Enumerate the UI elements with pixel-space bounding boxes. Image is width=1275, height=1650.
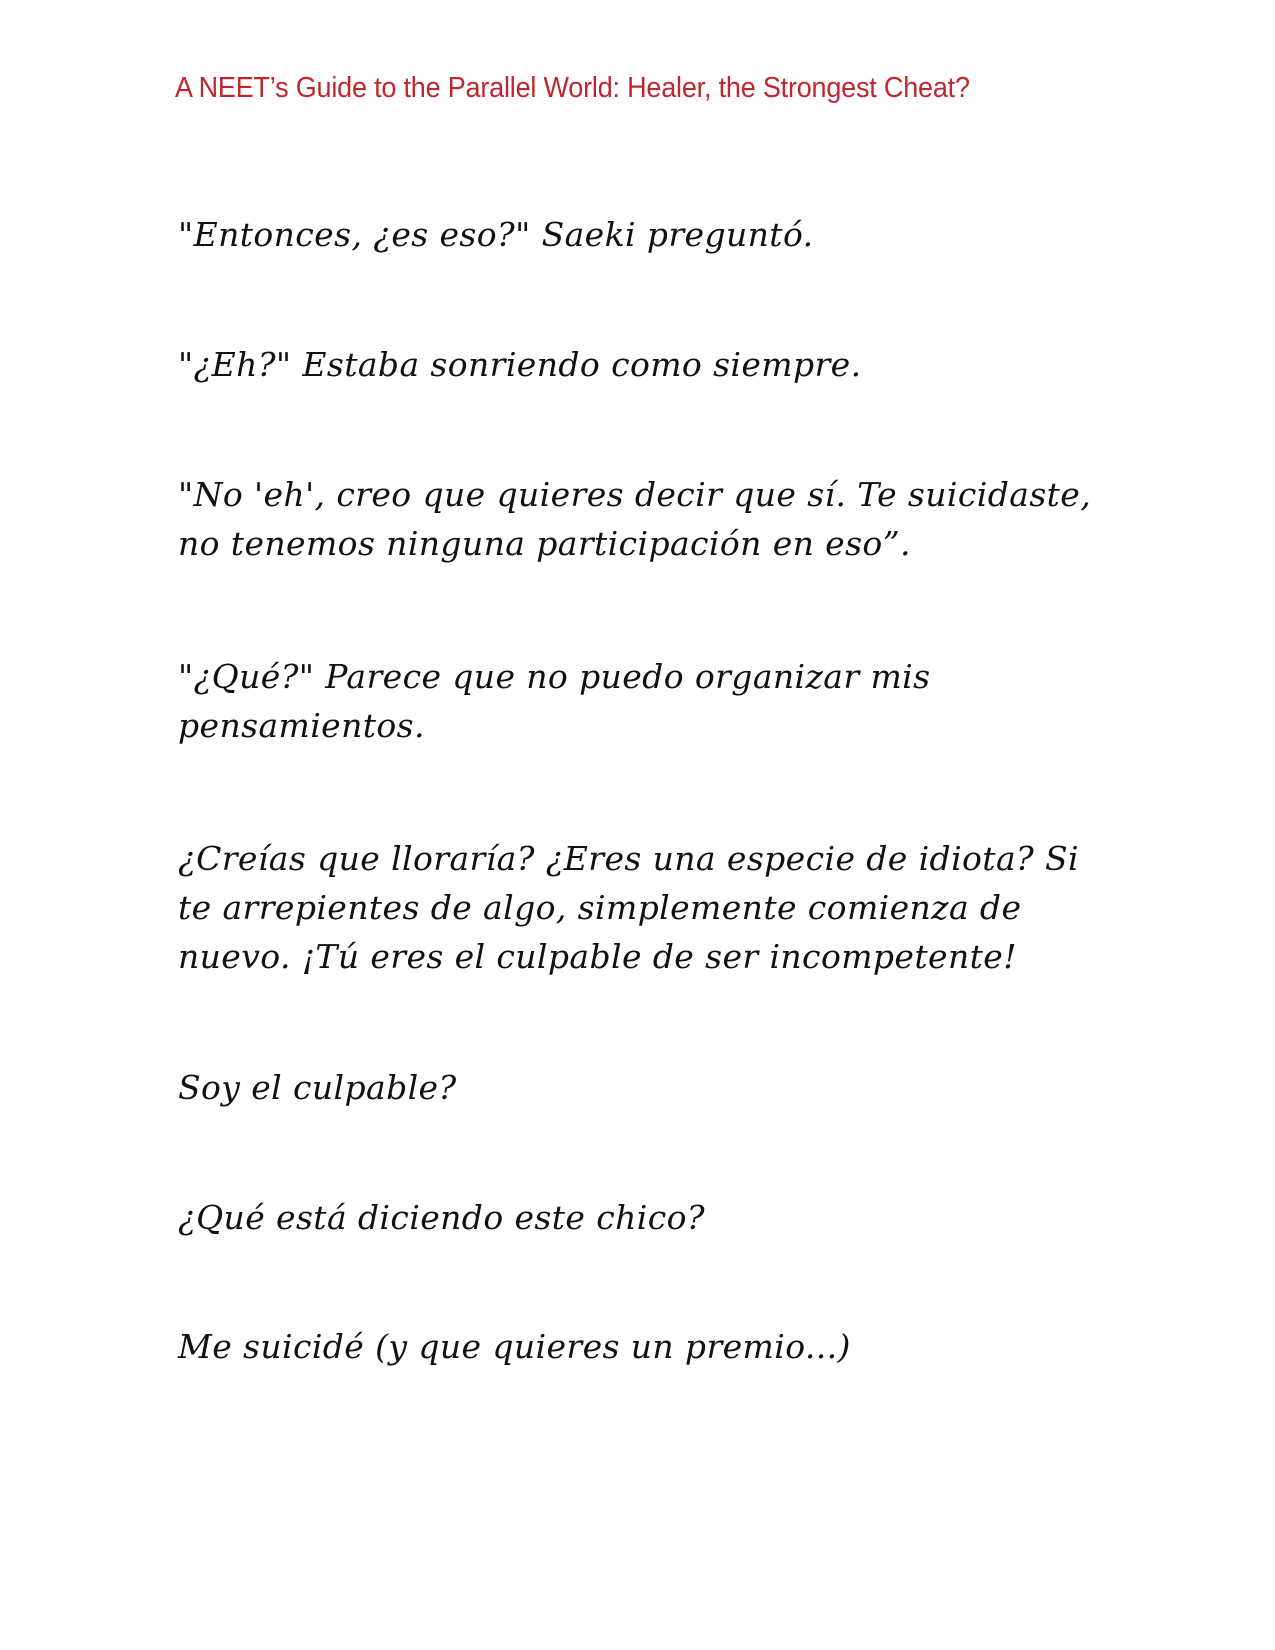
paragraph-8: Me suicidé (y que quieres un premio...) xyxy=(178,1327,851,1366)
paragraph-1: "Entonces, ¿es eso?" Saeki preguntó. xyxy=(178,215,814,254)
paragraph-2: "¿Eh?" Estaba sonriendo como siempre. xyxy=(178,345,862,384)
running-header-title: A NEET’s Guide to the Parallel World: Healer, the Strongest Cheat? xyxy=(175,72,970,104)
paragraph-6: Soy el culpable? xyxy=(178,1068,457,1107)
paragraph-7: ¿Qué está diciendo este chico? xyxy=(178,1198,705,1237)
paragraph-3: "No 'eh', creo que quieres decir que sí. Te suicidaste, no tenemos ninguna participación en eso”. xyxy=(178,475,1092,563)
paragraph-5: ¿Creías que lloraría? ¿Eres una especie de idiota? Si te arrepientes de algo, simplemente comienza de nuevo. ¡Tú eres el culpable de ser incompetente! xyxy=(178,839,1079,976)
paragraph-4: "¿Qué?" Parece que no puedo organizar mis pensamientos. xyxy=(178,657,931,745)
